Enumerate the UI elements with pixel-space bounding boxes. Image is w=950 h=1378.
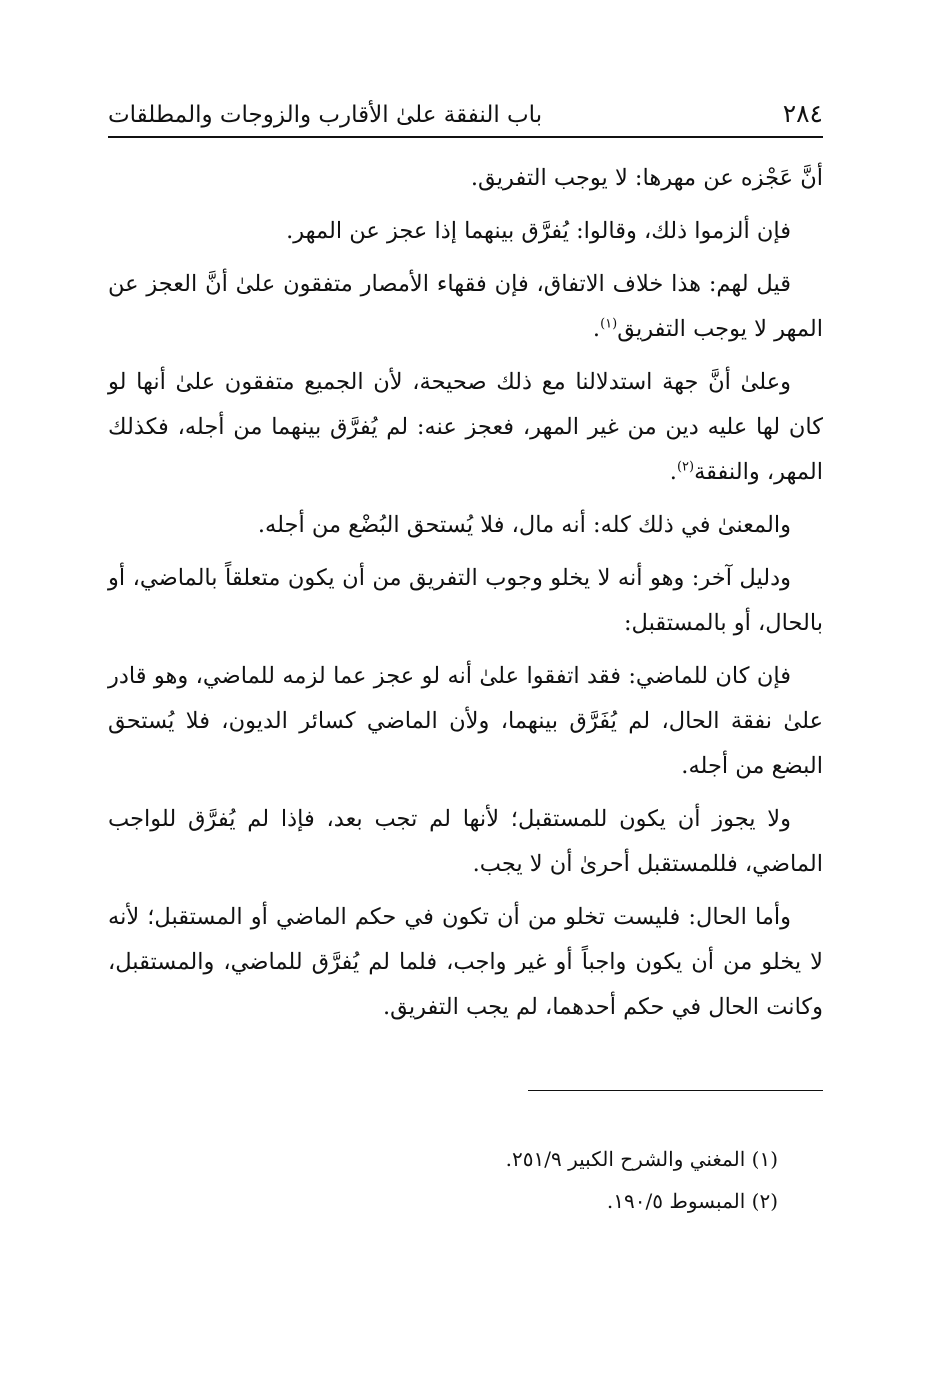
paragraph: أنَّ عَجْزه عن مهرها: لا يوجب التفريق. [470, 165, 823, 191]
paragraph-end: . [669, 459, 677, 485]
footnote: (٢) المبسوط ١٩٠/٥. [606, 1189, 778, 1213]
paragraph-end: . [592, 316, 601, 342]
paragraph [108, 360, 823, 495]
paragraph [108, 262, 823, 352]
paragraph: فإن ألزموا ذلك، وقالوا: يُفرَّق بينهما إذا عجز عن المهر. [286, 218, 791, 244]
footnote-divider [528, 1090, 823, 1091]
chapter-title: باب النفقة علىٰ الأقارب والزوجات والمطلقات [108, 102, 543, 128]
paragraph: وأما الحال: فليست تخلو من أن تكون في حكم الماضي أو المستقبل؛ لأنه لا يخلو من أن يكون واجباً أو غير واجب، فلما لم يُفرَّق للماضي، والمستقبل، وكانت الحال في حكم أحدهما، لم يجب التفريق. [108, 904, 823, 1020]
paragraph: والمعنىٰ في ذلك كله: أنه مال، فلا يُستحق البُضْع من أجله. [257, 512, 791, 538]
paragraph: ولا يجوز أن يكون للمستقبل؛ لأنها لم تجب بعد، فإذا لم يُفرَّق للواجب الماضي، فللمستقبل أحرىٰ أن لا يجب. [108, 806, 823, 877]
paragraph-text: وعلىٰ أنَّ جهة استدلالنا مع ذلك صحيحة، لأن الجميع متفقون علىٰ أنها لو كان لها عليه دين من غير المهر، فعجز عنه: لم يُفرَّق بينهما من أجله، فكذلك المهر، والنفقة [108, 369, 823, 485]
book-page [108, 92, 823, 1038]
paragraph: فإن كان للماضي: فقد اتفقوا علىٰ أنه لو عجز عما لزمه للماضي، وهو قادر علىٰ نفقة الحال، لم يُفَرَّق بينهما، ولأن الماضي كسائر الديون، فلا يُستحق البضع من أجله. [108, 663, 823, 779]
paragraph: ودليل آخر: وهو أنه لا يخلو وجوب التفريق من أن يكون متعلقاً بالماضي، أو بالحال، أو بالمستقبل: [108, 565, 823, 636]
running-header [108, 92, 823, 138]
main-text [108, 156, 823, 1030]
paragraph-text: قيل لهم: هذا خلاف الاتفاق، فإن فقهاء الأمصار متفقون علىٰ أنَّ العجز عن المهر لا يوجب التفريق [108, 271, 823, 342]
footnote-reference[interactable]: (٢) [676, 459, 695, 475]
footnotes [108, 1138, 778, 1222]
page-number: ٢٨٤ [782, 99, 823, 128]
footnote: (١) المغني والشرح الكبير ٢٥١/٩. [505, 1147, 778, 1171]
footnote-reference[interactable]: (١) [600, 316, 618, 332]
